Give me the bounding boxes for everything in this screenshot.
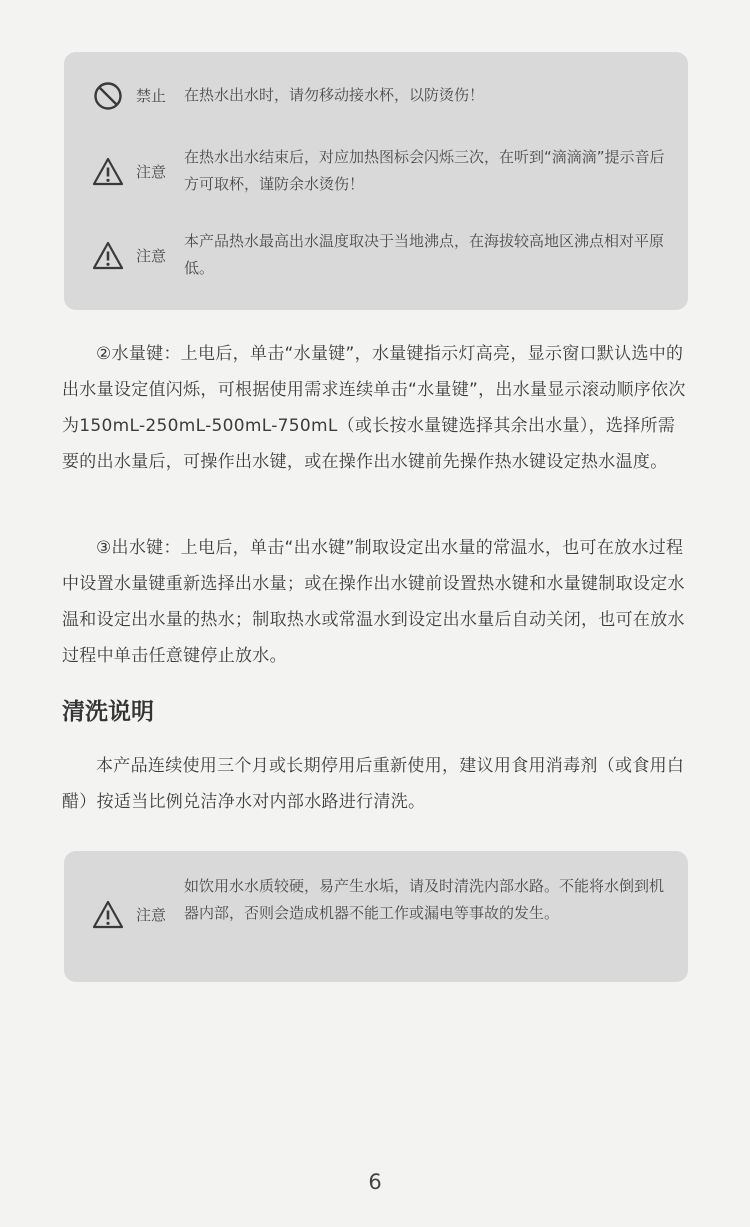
water-output-key-paragraph: ③出水键：上电后，单击“出水键”制取设定出水量的常温水，也可在放水过程中设置水量键重新选择出水量；或在操作出水键前设置热水键和水量键制取设定水温和设定出水量的热水；制取热水或常温水到设定出水量后自动关闭，也可在放水过程中单击任意键停止放水。	[62, 538, 685, 666]
notice-text: 在热水出水时，请勿移动接水杯，以防烫伤！	[184, 86, 485, 104]
section-title: 清洗说明	[62, 699, 154, 725]
water-volume-key-paragraph: ②水量键：上电后，单击“水量键”，水量键指示灯高亮，显示窗口默认选中的出水量设定值闪烁，可根据使用需求连续单击“水量键”，出水量显示滚动顺序依次为150mL-250mL-500mL-750mL（或长按水量键选择其余出水量），选择所需要的出水量后，可操作出水键，或在操作出水键前先操作热水键设定热水温度。	[62, 344, 686, 472]
notice-label: 注意	[136, 906, 167, 924]
warning-icon	[92, 899, 124, 931]
notice-label: 注意	[136, 163, 167, 181]
warning-icon	[92, 240, 124, 272]
notice-box-top	[64, 52, 688, 310]
notice-label: 禁止	[136, 87, 167, 105]
notice-text: 在热水出水结束后，对应加热图标会闪烁三次，在听到“滴滴滴”提示音后方可取杯，谨防余水烫伤！	[184, 148, 665, 193]
page-number: 6	[368, 1170, 382, 1194]
prohibited-icon	[92, 80, 124, 112]
notice-text: 如饮用水水质较硬，易产生水垢，请及时清洗内部水路。不能将水倒到机器内部，否则会造成机器不能工作或漏电等事故的发生。	[184, 877, 665, 922]
notice-label: 注意	[136, 247, 167, 265]
notice-box-bottom	[64, 851, 688, 982]
cleaning-paragraph: 本产品连续使用三个月或长期停用后重新使用，建议用食用消毒剂（或食用白醋）按适当比例兑洁净水对内部水路进行清洗。	[62, 756, 685, 812]
notice-text: 本产品热水最高出水温度取决于当地沸点，在海拔较高地区沸点相对平原低。	[184, 232, 665, 277]
warning-icon	[92, 156, 124, 188]
